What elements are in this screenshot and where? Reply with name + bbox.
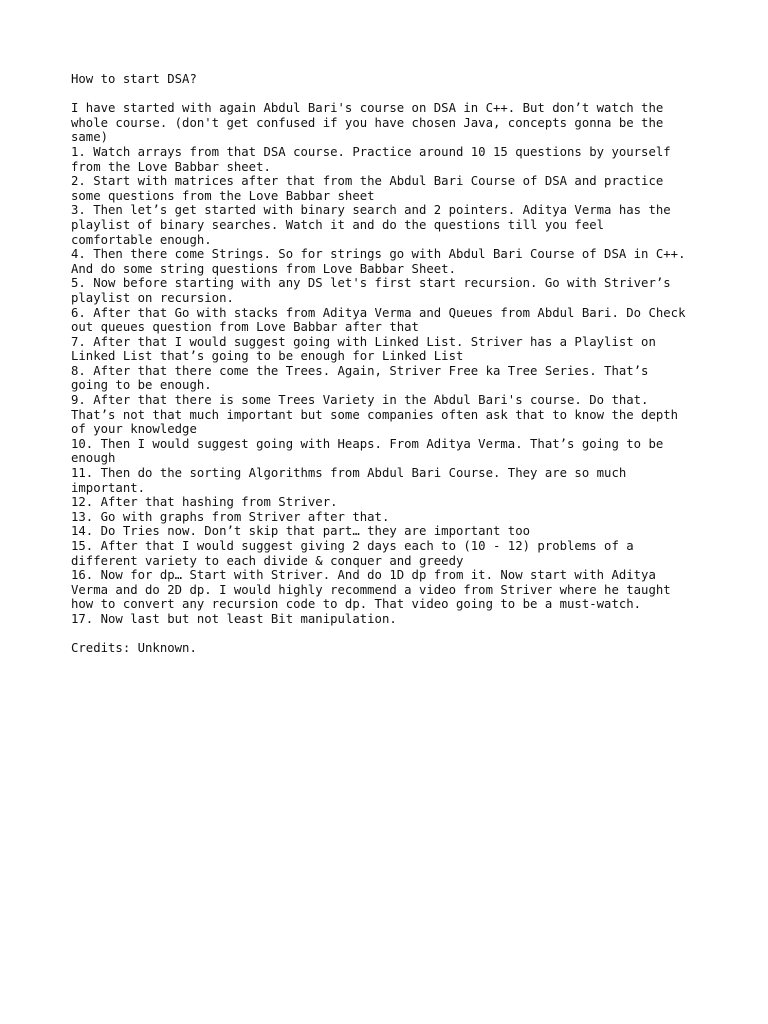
document-line: 4. Then there come Strings. So for strings go with Abdul Bari Course of DSA in C++. <box>71 247 686 262</box>
document-line: And do some string questions from Love Babbar Sheet. <box>71 261 456 276</box>
document-line: how to convert any recursion code to dp. That video going to be a must-watch. <box>71 597 642 612</box>
document-line: 9. After that there is some Trees Variety in the Abdul Bari's course. Do that. <box>71 393 649 408</box>
document-line: 2. Start with matrices after that from the Abdul Bari Course of DSA and practice <box>71 174 664 189</box>
document-line: 1. Watch arrays from that DSA course. Practice around 10 15 questions by yourself <box>71 144 671 159</box>
document-line: playlist of binary searches. Watch it and do the questions till you feel <box>71 217 605 232</box>
document-line: 17. Now last but not least Bit manipulation. <box>71 611 397 626</box>
document-line: of your knowledge <box>71 422 197 437</box>
document-line: 14. Do Tries now. Don’t skip that part… they are important too <box>71 524 531 539</box>
document-line: going to be enough. <box>71 378 212 393</box>
document-line <box>71 627 711 642</box>
document-body-text <box>71 72 711 656</box>
document-line: important. <box>71 480 146 495</box>
document-line: I have started with again Abdul Bari's course on DSA in C++. But don’t watch the <box>71 101 664 116</box>
document-line: Linked List that’s going to be enough for Linked List <box>71 349 464 364</box>
document-line: from the Love Babbar sheet. <box>71 159 271 174</box>
document-line: some questions from the Love Babbar sheet <box>71 188 375 203</box>
document-line: 6. After that Go with stacks from Aditya Verma and Queues from Abdul Bari. Do Check <box>71 305 686 320</box>
document-line: 11. Then do the sorting Algorithms from Abdul Bari Course. They are so much <box>71 466 627 481</box>
document-line: 8. After that there come the Trees. Again, Striver Free ka Tree Series. That’s <box>71 363 649 378</box>
document-line: Credits: Unknown. <box>71 641 197 656</box>
document-line: playlist on recursion. <box>71 290 234 305</box>
document-line: out queues question from Love Babbar after that <box>71 320 419 335</box>
document-line: same) <box>71 130 109 145</box>
document-line: Verma and do 2D dp. I would highly recommend a video from Striver where he taught <box>71 582 671 597</box>
document-line: 12. After that hashing from Striver. <box>71 495 338 510</box>
document-line: 16. Now for dp… Start with Striver. And do 1D dp from it. Now start with Aditya <box>71 568 656 583</box>
document-line: comfortable enough. <box>71 232 212 247</box>
document-title: How to start DSA? <box>71 72 197 86</box>
document-line <box>71 87 711 102</box>
document-line: 10. Then I would suggest going with Heaps. From Aditya Verma. That’s going to be <box>71 436 664 451</box>
document-line: 7. After that I would suggest going with Linked List. Striver has a Playlist on <box>71 334 656 349</box>
document-line: 3. Then let’s get started with binary search and 2 pointers. Aditya Verma has the <box>71 203 671 218</box>
document-line: enough <box>71 451 116 466</box>
document-line: whole course. (don't get confused if you have chosen Java, concepts gonna be the <box>71 115 664 130</box>
document-line: 15. After that I would suggest giving 2 days each to (10 - 12) problems of a <box>71 539 634 553</box>
document-line: That’s not that much important but some companies often ask that to know the depth <box>71 407 679 422</box>
document-line: 5. Now before starting with any DS let's first start recursion. Go with Striver’s <box>71 276 671 291</box>
document-line: 13. Go with graphs from Striver after that. <box>71 509 390 524</box>
document-line: different variety to each divide & conquer and greedy <box>71 553 464 568</box>
